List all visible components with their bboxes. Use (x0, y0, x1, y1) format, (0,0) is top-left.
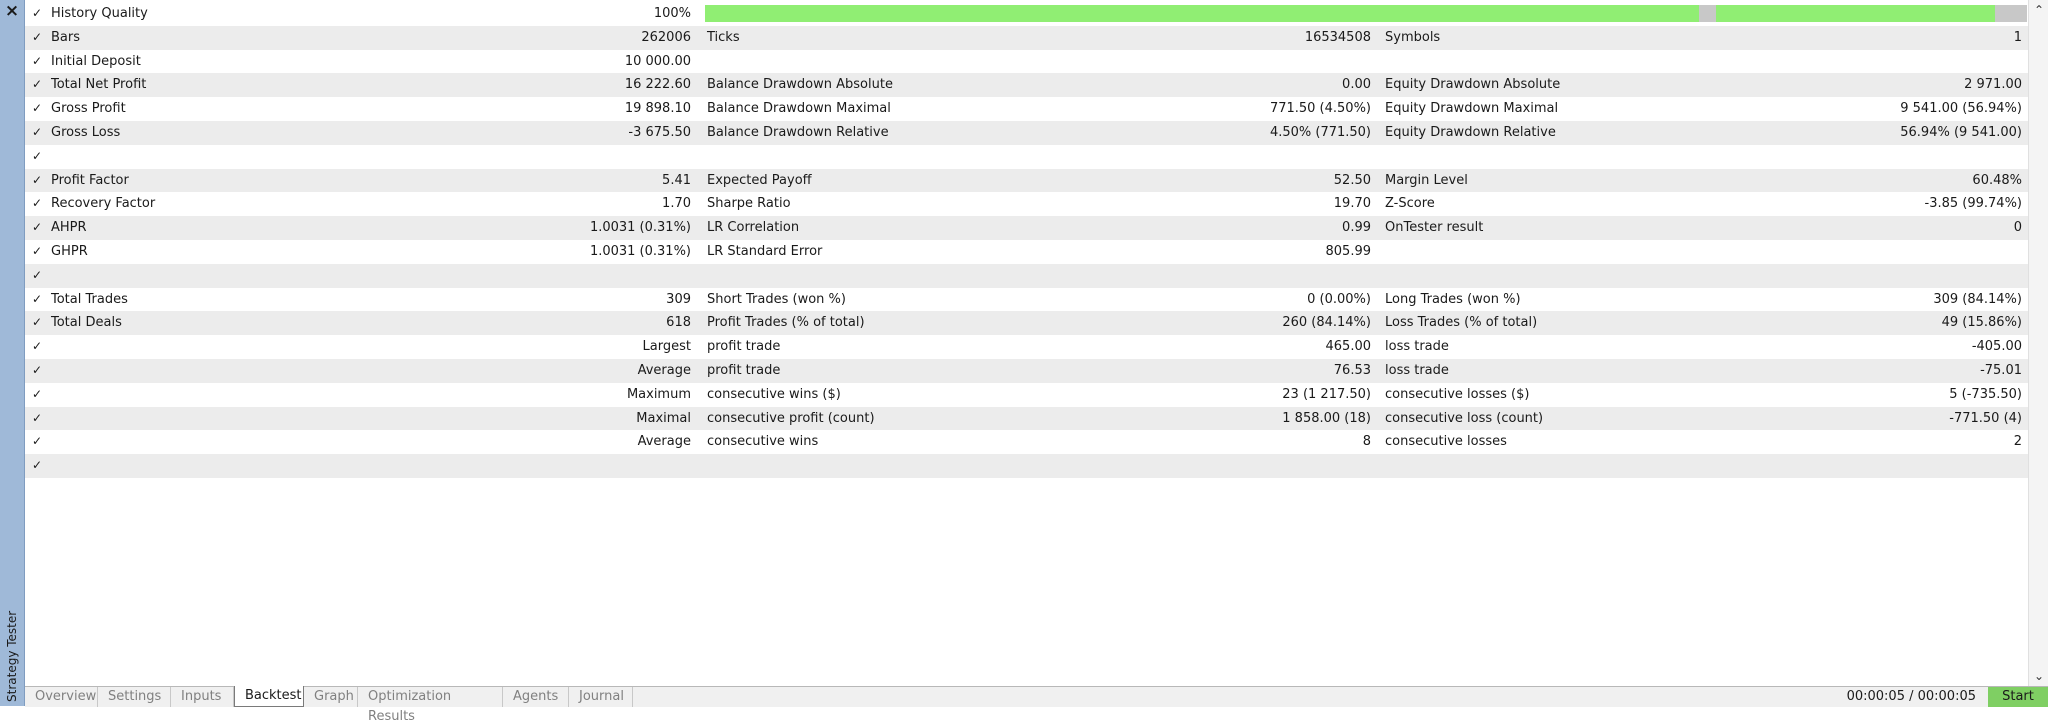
table-row[interactable] (25, 454, 2028, 478)
metric-value-v1: 19 898.10 (624, 101, 691, 117)
metric-label-c3: consecutive loss (count) (1385, 410, 1544, 426)
metric-label-c3: Symbols (1385, 29, 1441, 45)
metric-label-c1: Gross Profit (51, 101, 126, 117)
metric-label-c2: Balance Drawdown Relative (707, 124, 889, 140)
metric-label-c1: GHPR (51, 243, 88, 259)
metric-value-v3: 2 (2013, 434, 2022, 450)
row-check-icon[interactable]: ✓ (32, 29, 43, 44)
row-check-icon[interactable]: ✓ (32, 196, 43, 211)
history-quality-bar (705, 5, 2027, 22)
metric-label-c2: consecutive wins (707, 434, 819, 450)
metric-label-c2: Profit Trades (% of total) (707, 315, 865, 331)
metric-value-v3: 309 (84.14%) (1933, 291, 2022, 307)
table-row[interactable] (25, 430, 2028, 454)
metric-label-c2: Sharpe Ratio (707, 196, 791, 212)
metric-value-v3: 1 (2013, 29, 2022, 45)
metric-value-v1: 1.0031 (0.31%) (589, 243, 691, 259)
metric-value-v1: Maximal (636, 410, 691, 426)
scroll-down-icon[interactable]: ⌄ (2033, 669, 2045, 683)
backtest-results-table (25, 2, 2028, 478)
table-row[interactable] (25, 264, 2028, 288)
metric-label-c1: Recovery Factor (51, 196, 156, 212)
metric-value-v1: Average (637, 434, 691, 450)
metric-label-c3: OnTester result (1385, 220, 1484, 236)
tab-backtest[interactable]: Backtest (234, 686, 304, 707)
metric-value-v1: 262006 (641, 29, 691, 45)
metric-value-v3: 0 (2013, 220, 2022, 236)
metric-label-c2: consecutive wins ($) (707, 386, 841, 402)
table-row[interactable] (25, 311, 2028, 335)
row-check-icon[interactable]: ✓ (32, 267, 43, 282)
metric-value-v2: 805.99 (1325, 243, 1371, 259)
metric-value-v3: 49 (15.86%) (1941, 315, 2022, 331)
metric-value-v1: 1.70 (662, 196, 691, 212)
tab-settings[interactable]: Settings (98, 687, 171, 707)
tester-tab-bar (25, 686, 2048, 724)
metric-value-v1: Largest (642, 339, 691, 355)
metric-label-c2: profit trade (707, 339, 781, 355)
metric-label-c1: Initial Deposit (51, 53, 141, 69)
metric-label-c2: LR Correlation (707, 220, 800, 236)
metric-label-c2: LR Standard Error (707, 243, 823, 259)
metric-label-c2: Ticks (707, 29, 740, 45)
table-row[interactable] (25, 26, 2028, 50)
tab-journal[interactable]: Journal (569, 687, 633, 707)
metric-value-v2: 16534508 (1304, 29, 1371, 45)
row-check-icon[interactable]: ✓ (32, 458, 43, 473)
metric-value-v2: 23 (1 217.50) (1282, 386, 1371, 402)
metric-value-v3: -771.50 (4) (1949, 410, 2022, 426)
table-row[interactable] (25, 335, 2028, 359)
row-check-icon[interactable]: ✓ (32, 362, 43, 377)
metric-label-c3: Loss Trades (% of total) (1385, 315, 1538, 331)
metric-label-c3: Long Trades (won %) (1385, 291, 1521, 307)
metric-label-c3: Equity Drawdown Absolute (1385, 77, 1561, 93)
table-row[interactable] (25, 359, 2028, 383)
metric-value-v2: 52.50 (1333, 172, 1371, 188)
metric-label-c1: Bars (51, 29, 81, 45)
tab-optimization-results[interactable]: Optimization Results (358, 687, 503, 707)
metric-value-v1: 618 (666, 315, 691, 331)
row-check-icon[interactable]: ✓ (32, 243, 43, 258)
metric-value-v3: 9 541.00 (56.94%) (1900, 101, 2022, 117)
tab-inputs[interactable]: Inputs (171, 687, 234, 707)
table-row[interactable] (25, 121, 2028, 145)
row-check-icon[interactable]: ✓ (32, 172, 43, 187)
metric-label-c1: Total Trades (51, 291, 128, 307)
table-row[interactable] (25, 288, 2028, 312)
metric-value-v1: Average (637, 362, 691, 378)
metric-label-c2: Balance Drawdown Absolute (707, 77, 893, 93)
metric-value-v1: 309 (666, 291, 691, 307)
quality-bar-fill (705, 5, 1699, 22)
metric-value-v2: 0.99 (1342, 220, 1371, 236)
row-check-icon[interactable]: ✓ (32, 6, 43, 20)
metric-value-v1: -3 675.50 (628, 124, 691, 140)
metric-label-c1: Total Deals (51, 315, 122, 331)
metric-label-c1: Profit Factor (51, 172, 129, 188)
metric-value-v3: -3.85 (99.74%) (1924, 196, 2022, 212)
metric-label-c3: consecutive losses ($) (1385, 386, 1530, 402)
start-button[interactable]: Start (1988, 687, 2048, 707)
metric-label-c2: Short Trades (won %) (707, 291, 846, 307)
metric-value-v2: 19.70 (1333, 196, 1371, 212)
metric-value-v2: 4.50% (771.50) (1269, 124, 1371, 140)
strategy-tester-side-panel (0, 0, 25, 706)
metric-value-v2: 76.53 (1333, 362, 1371, 378)
row-check-icon[interactable]: ✓ (32, 124, 43, 139)
table-row[interactable] (25, 383, 2028, 407)
tab-overview[interactable]: Overview (25, 687, 98, 707)
tab-graph[interactable]: Graph (304, 687, 358, 707)
metric-label-c2: consecutive profit (count) (707, 410, 875, 426)
metric-value-v3: -405.00 (1971, 339, 2022, 355)
metric-value-v3: 60.48% (1972, 172, 2022, 188)
metric-value-v2: 260 (84.14%) (1282, 315, 1371, 331)
row-check-icon[interactable]: ✓ (32, 148, 43, 163)
row-check-icon[interactable]: ✓ (32, 315, 43, 330)
tab-agents[interactable]: Agents (503, 687, 569, 707)
metric-value-v2: 0.00 (1342, 77, 1371, 93)
metric-value-v1: 100% (653, 6, 691, 21)
elapsed-time: 00:00:05 / 00:00:05 (1846, 689, 1976, 704)
metric-value-v2: 771.50 (4.50%) (1269, 101, 1371, 117)
table-row[interactable] (25, 407, 2028, 431)
table-row[interactable] (25, 145, 2028, 169)
row-check-icon[interactable]: ✓ (32, 339, 43, 354)
table-row[interactable] (25, 2, 2028, 26)
metric-label-c3: loss trade (1385, 339, 1449, 355)
metric-label-c3: consecutive losses (1385, 434, 1507, 450)
table-row[interactable] (25, 73, 2028, 97)
table-row[interactable] (25, 240, 2028, 264)
metric-label-c2: profit trade (707, 362, 781, 378)
metric-value-v1: 1.0031 (0.31%) (589, 220, 691, 236)
close-icon[interactable]: × (4, 0, 20, 21)
quality-bar-fill (1716, 5, 1995, 22)
row-check-icon[interactable]: ✓ (32, 53, 43, 68)
table-row[interactable] (25, 97, 2028, 121)
metric-label-c1: AHPR (51, 220, 87, 236)
metric-value-v1: 16 222.60 (624, 77, 691, 93)
metric-value-v2: 1 858.00 (18) (1282, 410, 1371, 426)
metric-label-c1: History Quality (51, 6, 148, 21)
table-row[interactable] (25, 50, 2028, 74)
metric-label-c3: Equity Drawdown Maximal (1385, 101, 1559, 117)
metric-label-c3: Z-Score (1385, 196, 1435, 212)
row-check-icon[interactable]: ✓ (32, 386, 43, 401)
metric-label-c3: Equity Drawdown Relative (1385, 124, 1556, 140)
metric-value-v3: 5 (-735.50) (1949, 386, 2022, 402)
panel-title: Strategy Tester (5, 610, 19, 702)
row-check-icon[interactable]: ✓ (32, 77, 43, 92)
metric-value-v2: 0 (0.00%) (1307, 291, 1371, 307)
scroll-up-icon[interactable]: ⌃ (2033, 3, 2045, 17)
metric-value-v3: 2 971.00 (1964, 77, 2022, 93)
metric-label-c1: Gross Loss (51, 124, 121, 140)
vertical-scrollbar[interactable] (2028, 0, 2048, 686)
metric-value-v1: 5.41 (662, 172, 691, 188)
row-check-icon[interactable]: ✓ (32, 101, 43, 116)
metric-label-c2: Balance Drawdown Maximal (707, 101, 891, 117)
row-check-icon[interactable]: ✓ (32, 291, 43, 306)
row-check-icon[interactable]: ✓ (32, 434, 43, 449)
metric-value-v2: 8 (1362, 434, 1371, 450)
metric-value-v1: Maximum (626, 386, 691, 402)
row-check-icon[interactable]: ✓ (32, 410, 43, 425)
table-row[interactable] (25, 216, 2028, 240)
metric-label-c1: Total Net Profit (51, 77, 147, 93)
row-check-icon[interactable]: ✓ (32, 220, 43, 235)
table-row[interactable] (25, 169, 2028, 193)
metric-value-v3: -75.01 (1980, 362, 2022, 378)
metric-label-c3: Margin Level (1385, 172, 1468, 188)
metric-value-v1: 10 000.00 (624, 53, 691, 69)
metric-label-c3: loss trade (1385, 362, 1449, 378)
table-row[interactable] (25, 192, 2028, 216)
metric-value-v2: 465.00 (1325, 339, 1371, 355)
metric-label-c2: Expected Payoff (707, 172, 812, 188)
metric-value-v3: 56.94% (9 541.00) (1900, 124, 2022, 140)
